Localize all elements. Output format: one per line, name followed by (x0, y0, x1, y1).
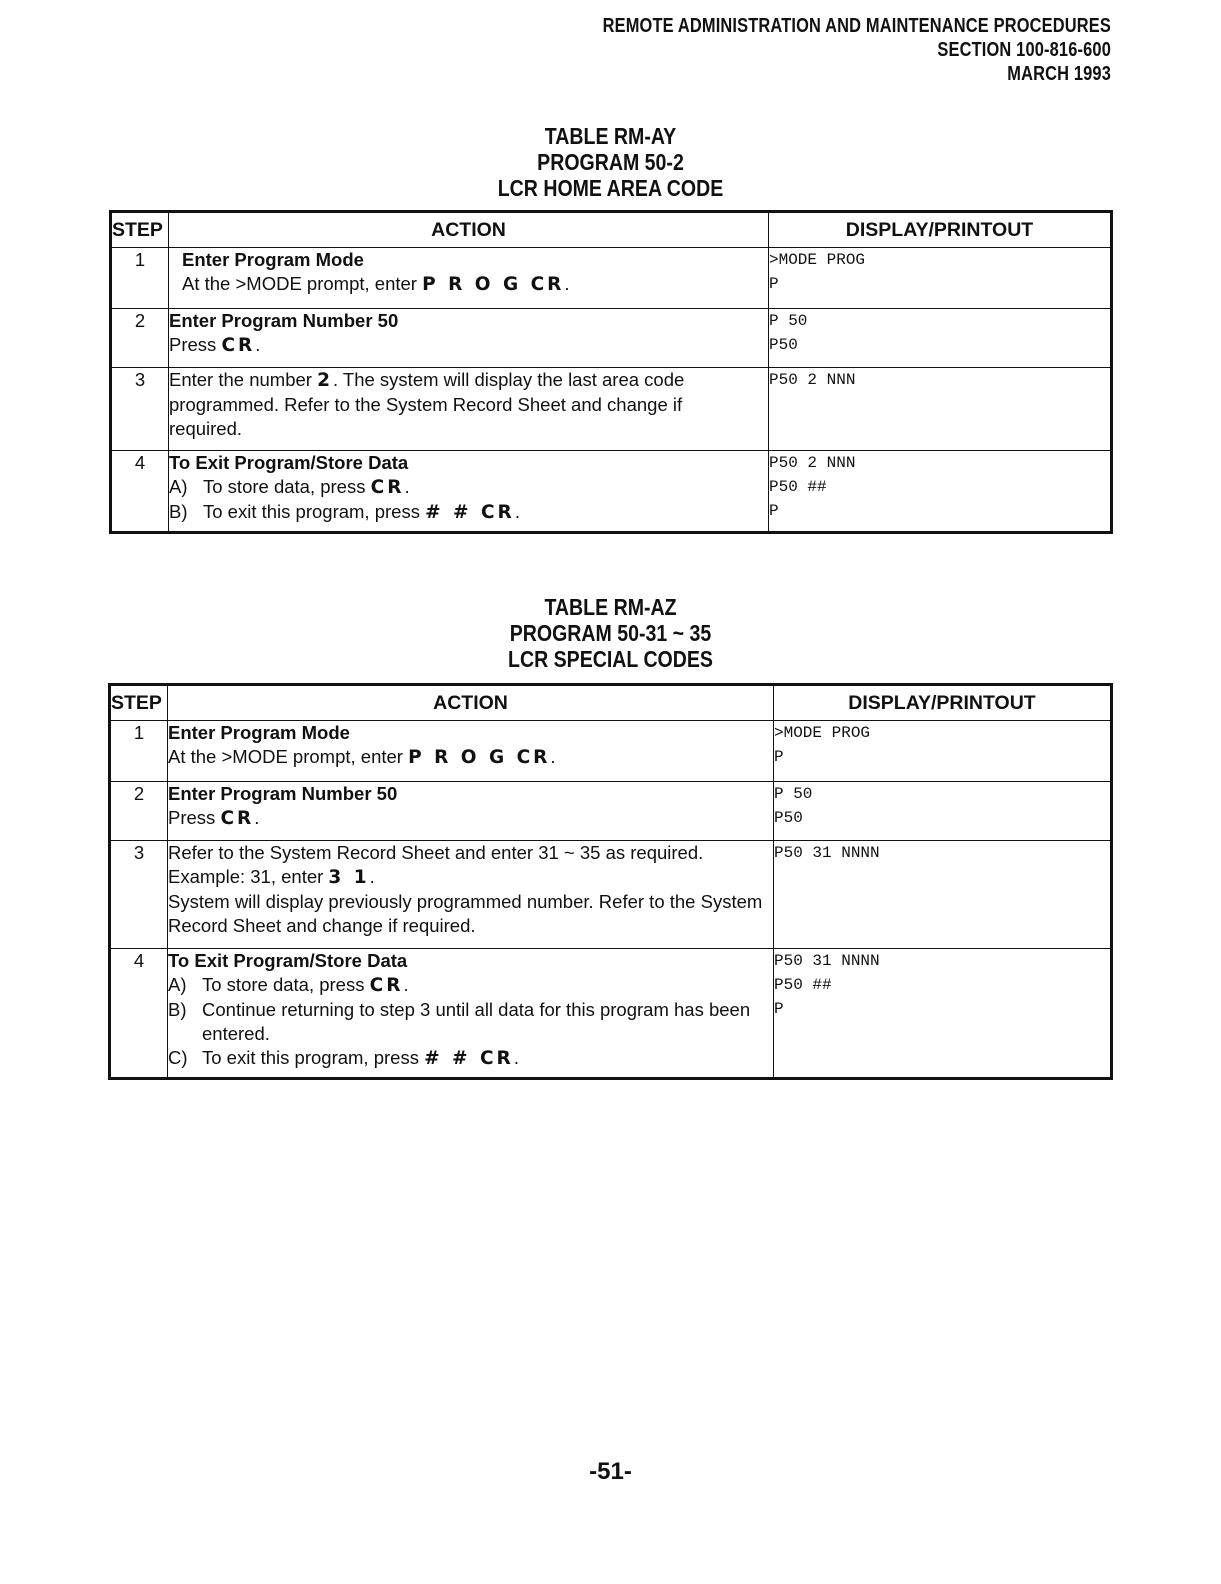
sub-step: C) To exit this program, press # # CR. (168, 1047, 519, 1069)
action-text: Press CR. (169, 334, 261, 356)
action-title: To Exit Program/Store Data (169, 452, 409, 473)
step-number: 2 (111, 309, 169, 368)
table-row (111, 368, 1112, 451)
display-cell: P 50 P50 (769, 309, 1112, 368)
table-row (111, 248, 1112, 309)
action-text: Example: 31, enter 3 1. (168, 866, 375, 888)
display-cell: P50 2 NNN P50 ## P (769, 451, 1112, 533)
col-display-header: DISPLAY/PRINTOUT (769, 212, 1112, 248)
action-text: System will display previously programmed number. Refer to the System Record Sheet and change if required. (168, 891, 763, 936)
action-title: To Exit Program/Store Data (168, 950, 408, 971)
action-cell (168, 949, 774, 1079)
key-sequence: CR (221, 335, 256, 356)
action-cell (168, 841, 774, 949)
key-sequence: # # CR (424, 1048, 514, 1069)
display-cell: >MODE PROG P (774, 721, 1112, 782)
table-row (110, 721, 1112, 782)
table2-title (0, 594, 1221, 672)
action-title: Enter Program Number 50 (168, 783, 398, 804)
step-number: 4 (110, 949, 168, 1079)
action-text: At the >MODE prompt, enter P R O G CR. (182, 273, 570, 295)
page-header (603, 14, 1111, 86)
action-cell (168, 782, 774, 841)
table2-title-line1: TABLE RM-AZ (544, 594, 677, 620)
table-row (110, 782, 1112, 841)
action-cell (169, 368, 769, 451)
table1-title-line2: PROGRAM 50-2 (537, 149, 684, 175)
header-date: MARCH 1993 (1007, 63, 1111, 85)
table-row (111, 309, 1112, 368)
action-text: Refer to the System Record Sheet and enter 31 ~ 35 as required. (168, 842, 704, 863)
action-title: Enter Program Mode (168, 722, 350, 743)
step-number: 3 (111, 368, 169, 451)
col-action-header: ACTION (169, 212, 769, 248)
key-sequence: P R O G CR (408, 747, 551, 768)
step-number: 1 (111, 248, 169, 309)
step-number: 1 (110, 721, 168, 782)
sub-step: B) To exit this program, press # # CR. (169, 501, 520, 523)
col-display-header: DISPLAY/PRINTOUT (774, 685, 1112, 721)
table2-title-line2: PROGRAM 50-31 ~ 35 (509, 620, 712, 646)
col-step-header: STEP (111, 212, 169, 248)
display-cell: P50 31 NNNN P50 ## P (774, 949, 1112, 1079)
sub-step: B) Continue returning to step 3 until all data for this program has been entered. (168, 999, 751, 1044)
action-cell (169, 248, 769, 309)
table2-title-line3: LCR SPECIAL CODES (508, 646, 713, 672)
sub-step: A) To store data, press CR. (169, 476, 410, 498)
table2-header-row (110, 685, 1112, 721)
key-sequence: 3 1 (328, 867, 370, 888)
header-doc-title: REMOTE ADMINISTRATION AND MAINTENANCE PROCEDURES (602, 15, 1111, 37)
table-row (110, 841, 1112, 949)
display-cell: P50 2 NNN (769, 368, 1112, 451)
key-sequence: 2 (317, 370, 333, 391)
action-cell (169, 309, 769, 368)
key-sequence: # # CR (425, 502, 515, 523)
step-number: 3 (110, 841, 168, 949)
key-sequence: P R O G CR (422, 274, 565, 295)
display-cell: P 50 P50 (774, 782, 1112, 841)
action-title: Enter Program Mode (182, 249, 364, 270)
step-number: 2 (110, 782, 168, 841)
table1-title (0, 123, 1221, 201)
table-row (111, 451, 1112, 533)
table1-title-line3: LCR HOME AREA CODE (497, 175, 724, 201)
col-action-header: ACTION (168, 685, 774, 721)
display-cell: P50 31 NNNN (774, 841, 1112, 949)
key-sequence: CR (220, 808, 255, 829)
action-text: Enter the number 2. The system will display the last area code programmed. Refer to the System Record Sheet and change if required. (169, 369, 685, 439)
col-step-header: STEP (110, 685, 168, 721)
header-section: SECTION 100-816-600 (937, 39, 1111, 61)
table1-title-line1: TABLE RM-AY (544, 123, 677, 149)
action-title: Enter Program Number 50 (169, 310, 399, 331)
table1 (109, 210, 1113, 534)
action-cell (169, 451, 769, 533)
action-text: Press CR. (168, 807, 260, 829)
page-number: -51- (589, 1458, 632, 1485)
key-sequence: CR (370, 477, 405, 498)
table-row (110, 949, 1112, 1079)
action-text: At the >MODE prompt, enter P R O G CR. (168, 746, 556, 768)
table1-header-row (111, 212, 1112, 248)
table2 (108, 683, 1113, 1080)
action-cell (168, 721, 774, 782)
key-sequence: CR (369, 975, 404, 996)
sub-step: A) To store data, press CR. (168, 974, 409, 996)
step-number: 4 (111, 451, 169, 533)
display-cell: >MODE PROG P (769, 248, 1112, 309)
